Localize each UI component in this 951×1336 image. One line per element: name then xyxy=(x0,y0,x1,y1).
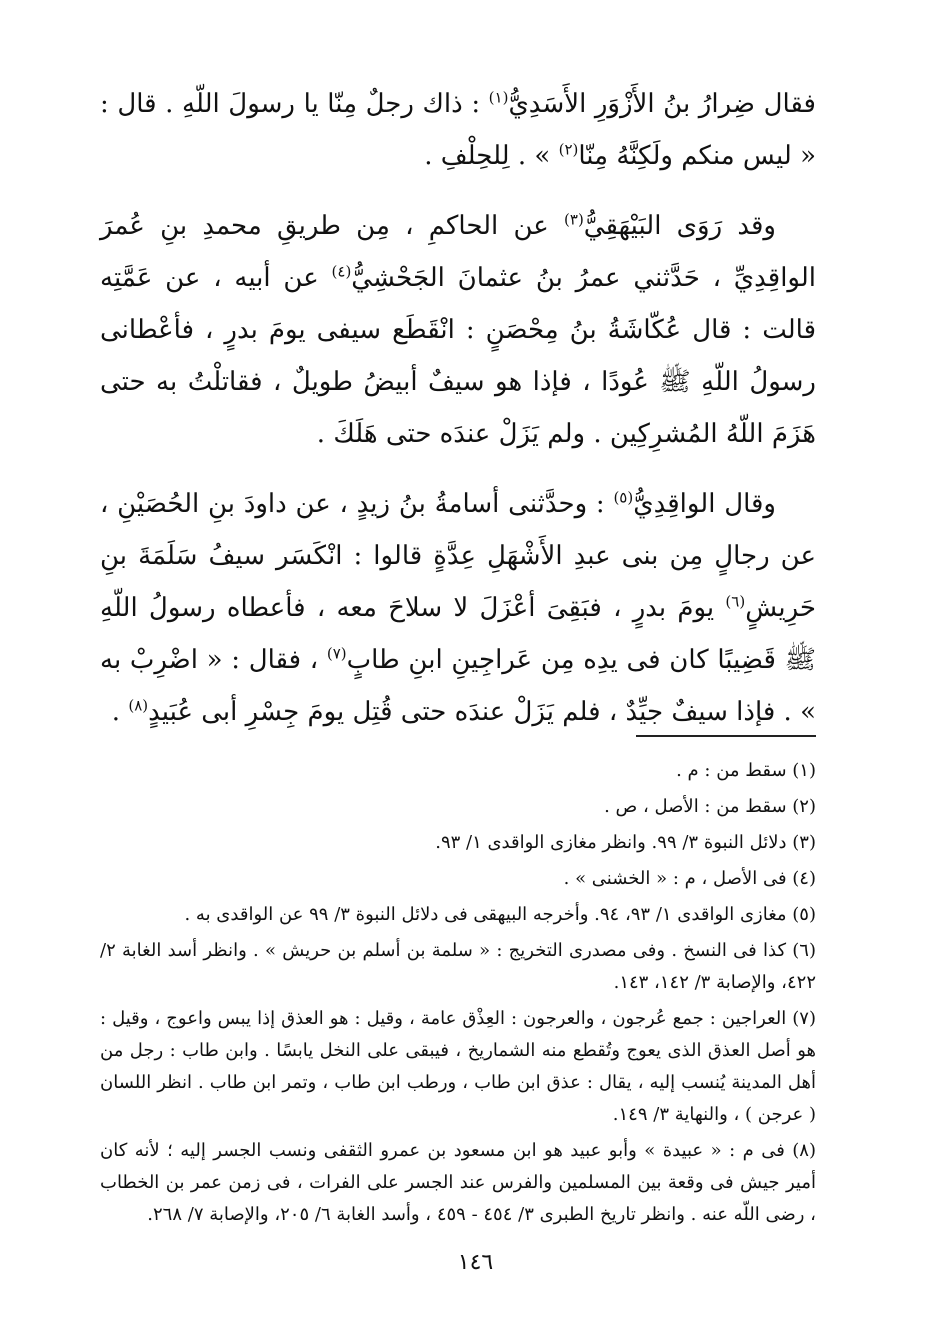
footnote-ref: (١) xyxy=(488,88,509,107)
text-run: يومَ بدرٍ ، فبَقِىَ أعْزَلَ لا سلاحَ معه ، فأعطاه رسولُ اللّهِ ﷺ قَضِيبًا كان فى يدِه مِن عَراجِينِ ابنِ طابٍ xyxy=(100,593,816,675)
footnote-ref: (٢) xyxy=(558,140,579,159)
footnote-ref: (٣) xyxy=(564,210,584,229)
footnote-separator xyxy=(636,735,816,737)
footnote: (٦) كذا فى النسخ . وفى مصدرى التخريج : « سلمة بن أسلم بن حريش » . وانظر أسد الغابة ٢/ ٤٢٢، والإصابة ٣/ ١٤٢، ١٤٣. xyxy=(100,940,816,993)
text-run: وقال الواقِدِيُّ xyxy=(633,489,776,519)
text-run: فقال ضِرارُ بنُ الأَزْوَرِ الأَسَدِيُّ xyxy=(508,89,816,119)
footnote: (٣) دلائل النبوة ٣/ ٩٩. وانظر مغازى الواقدى ١/ ٩٣. xyxy=(435,832,816,853)
page-number: ١٤٦ xyxy=(457,1250,494,1275)
footnote: (٥) مغازى الواقدى ١/ ٩٣، ٩٤. وأخرجه البيهقى فى دلائل النبوة ٣/ ٩٩ عن الواقدى به . xyxy=(184,904,816,925)
footnote-ref: (٨) xyxy=(128,696,149,715)
footnote: (٧) العراجين : جمع عُرجون ، والعرجون : العِذْق عامة ، وقيل : هو العذق إذا يبس واعوج ، وقيل : هو أصل العذق الذى يعوج وتُقطع منه الشماريخ ، فيبقى على النخل يابسًا . وابن طاب : رجل من أهل المدينة يُنسب إليه ، يقال : عذق ابن طاب ، ورطب ابن طاب ، وتمر ابن طاب . انظر اللسان ( عرجن ) ، والنهاية ٣/ ١٤٩. xyxy=(100,1008,816,1125)
footnote: (٨) فى م : « عبيدة » وأبو عبيد هو ابن مسعود بن عمرو الثقفى ونسب الجسر إليه ؛ لأنه كان أمير جيش فى وقعة بين المسلمين والفرس عند الجسر على الفرات ، فى زمن عمر بن الخطاب ، رضى اللّه عنه . وانظر تاريخ الطبرى ٣/ ٤٥٤ - ٤٥٩ ، وأسد الغابة ٦/ ٢٠٥، والإصابة ٧/ ٢٦٨. xyxy=(100,1140,816,1225)
text-run: : وحدَّثنى أسامةُ بنُ زيدٍ ، عن داودَ بنِ الحُصَيْنِ ، عن رجالٍ مِن بنى عبدِ الأَشْهَلِ عِدَّةٍ قالوا : انْكَسَر سيفُ سَلَمَةَ بنِ حَرِيشٍ xyxy=(100,489,816,623)
footnote: (٤) فى الأصل ، م : « الخشنى » . xyxy=(563,868,816,889)
paragraph xyxy=(100,78,816,182)
text-run: ، فقال : « اضْرِبْ به » . فإذا سيفٌ جيِّدٌ ، فلم يَزَلْ عندَه حتى قُتِل يومَ جِسْرِ أبى عُبَيدٍ xyxy=(100,645,816,727)
footnote: (١) سقط من : م . xyxy=(676,760,816,781)
text-run: » . لِلحِلْفِ . xyxy=(424,141,559,171)
footnote: (٢) سقط من : الأصل ، ص . xyxy=(604,796,816,817)
footnotes xyxy=(100,755,816,1235)
text-run: عن الحاكمِ ، مِن طريقِ محمدِ بنِ عُمرَ الواقِدِيِّ ، حَدَّثني عمرُ بنُ عثمانَ الجَحْشِيُّ xyxy=(100,211,816,293)
paragraph xyxy=(100,200,816,460)
text-run: وقد رَوَى البَيْهَقِيُّ xyxy=(583,211,776,241)
footnote-ref: (٥) xyxy=(613,488,634,507)
main-text xyxy=(100,78,816,756)
footnote-ref: (٧) xyxy=(326,644,347,663)
text-run: عن أبيه ، عن عَمَّتِه قالت : قال عُكّاشَةُ بنُ مِحْصَنٍ : انْقَطَع سيفى يومَ بدرٍ ، فأعْطانى رسولُ اللّهِ ﷺ عُودًا ، فإذا هو سيفٌ أبيضُ طويلٌ ، فقاتلْتُ به حتى هَزَمَ اللّهُ المُشرِكِين . ولم يَزَلْ عندَه حتى هَلَكَ . xyxy=(100,263,816,449)
text-run: : ذاك رجلٌ مِنّا يا رسولَ اللّهِ . قال : « ليس منكم ولَكِنَّهُ مِنّا xyxy=(100,89,816,171)
footnote-ref: (٤) xyxy=(331,262,352,281)
text-run: . xyxy=(111,697,129,727)
paragraph xyxy=(100,478,816,738)
footnote-ref: (٦) xyxy=(725,592,746,611)
